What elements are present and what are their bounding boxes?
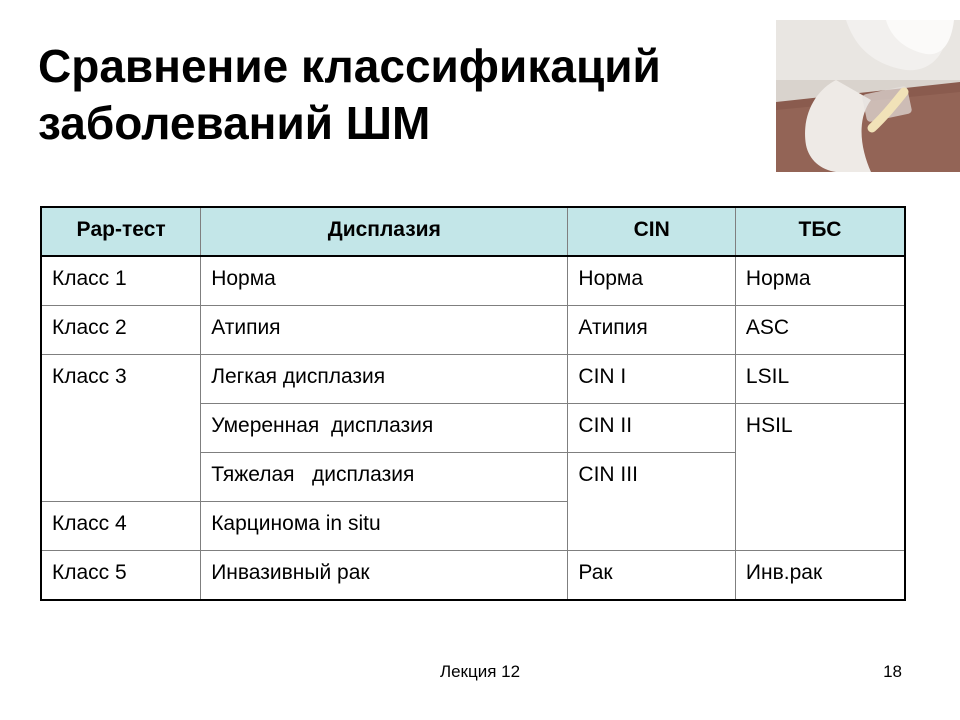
cell-tbs: LSIL xyxy=(735,355,905,404)
cell-cin: Норма xyxy=(568,256,736,306)
table-row xyxy=(41,551,905,601)
table-row xyxy=(41,256,905,306)
header-pap-test: Pap-тест xyxy=(41,207,201,256)
cell-tbs: Инв.рак xyxy=(735,551,905,601)
cell-tbs: ASC xyxy=(735,306,905,355)
cell-dysplasia: Норма xyxy=(201,256,568,306)
cell-tbs: HSIL xyxy=(735,404,905,551)
cell-pap: Класс 5 xyxy=(41,551,201,601)
cell-tbs: Норма xyxy=(735,256,905,306)
table-header-row xyxy=(41,207,905,256)
classification-table xyxy=(40,206,906,601)
cell-cin: CIN I xyxy=(568,355,736,404)
cell-dysplasia: Карцинома in situ xyxy=(201,502,568,551)
cell-cin: CIN II xyxy=(568,404,736,453)
footer-lecture-label: Лекция 12 xyxy=(439,662,521,681)
slide-title xyxy=(38,38,768,152)
table-row xyxy=(41,306,905,355)
cell-dysplasia: Умеренная дисплазия xyxy=(201,404,568,453)
cell-cin: Атипия xyxy=(568,306,736,355)
cell-dysplasia: Легкая дисплазия xyxy=(201,355,568,404)
cell-cin: CIN III xyxy=(568,453,736,551)
slide-title-line-2: заболеваний ШМ xyxy=(38,97,431,149)
header-tbs: ТБС xyxy=(735,207,905,256)
gloved-hand-slide-photo xyxy=(776,20,960,172)
header-dysplasia: Дисплазия xyxy=(201,207,568,256)
table-row xyxy=(41,355,905,404)
cell-cin: Рак xyxy=(568,551,736,601)
cell-dysplasia: Инвазивный рак xyxy=(201,551,568,601)
cell-pap: Класс 3 xyxy=(41,355,201,502)
photo-illustration-icon xyxy=(776,20,960,172)
slide-title-line-1: Сравнение классификаций xyxy=(38,40,661,92)
header-cin: CIN xyxy=(568,207,736,256)
cell-dysplasia: Атипия xyxy=(201,306,568,355)
footer-page-number: 18 xyxy=(883,662,902,681)
cell-pap: Класс 2 xyxy=(41,306,201,355)
cell-dysplasia: Тяжелая дисплазия xyxy=(201,453,568,502)
cell-pap: Класс 1 xyxy=(41,256,201,306)
cell-pap: Класс 4 xyxy=(41,502,201,551)
